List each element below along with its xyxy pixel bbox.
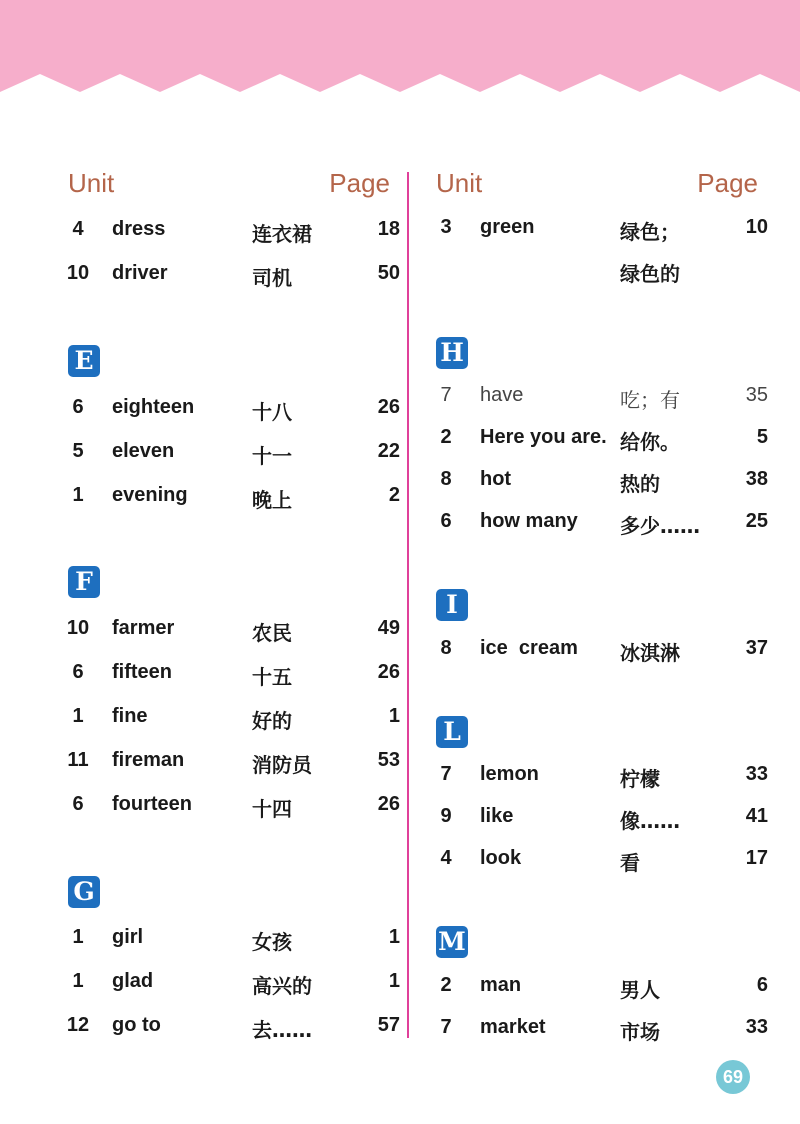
- entry-page: 50: [377, 262, 400, 284]
- entry-word: evening: [112, 484, 188, 506]
- entry-word: Here you are.: [480, 426, 607, 448]
- entry-unit: 1: [72, 970, 84, 992]
- entry-page: 38: [745, 468, 768, 490]
- page-number-badge: 69: [716, 1060, 750, 1094]
- entry-word: girl: [112, 926, 144, 948]
- entry-chinese: 高兴的: [252, 974, 312, 998]
- word-entry-continuation: [428, 258, 768, 290]
- letter-badge-g: G: [68, 876, 100, 908]
- entry-word: like: [480, 805, 514, 827]
- column-header: [68, 168, 390, 202]
- entry-chinese: 十五: [252, 665, 292, 689]
- entry-chinese: 好的: [252, 709, 292, 733]
- entry-word: fifteen: [112, 661, 172, 683]
- entry-page: 37: [745, 637, 768, 659]
- entry-chinese: 十一: [252, 444, 292, 468]
- entry-chinese: 多少……: [620, 514, 700, 538]
- letter-badge-l: L: [436, 716, 468, 748]
- entry-unit: 7: [440, 384, 452, 406]
- page-header: Page: [329, 168, 390, 198]
- word-entry: [60, 440, 400, 472]
- entry-chinese: 热的: [620, 472, 660, 496]
- entry-page: 1: [388, 926, 400, 948]
- entry-unit: 3: [440, 216, 452, 238]
- entry-chinese: 看: [620, 851, 640, 875]
- letter-badge-i: I: [436, 589, 468, 621]
- entry-word: eighteen: [112, 396, 195, 418]
- entry-word: how many: [480, 510, 578, 532]
- entry-page: 26: [377, 661, 400, 683]
- entry-unit: 6: [72, 661, 84, 683]
- letter-badge-m: M: [436, 926, 468, 958]
- entry-word: have: [480, 384, 524, 406]
- entry-page: 2: [388, 484, 400, 506]
- word-entry: [60, 749, 400, 781]
- entry-unit: 6: [72, 793, 84, 815]
- entry-page: 6: [756, 974, 768, 996]
- entry-chinese: 绿色；: [620, 220, 680, 244]
- entry-page: 22: [377, 440, 400, 462]
- word-entry: [60, 970, 400, 1002]
- right-column: [428, 0, 800, 1124]
- entry-word: dress: [112, 218, 166, 240]
- entry-chinese: 给你。: [620, 430, 680, 454]
- entry-chinese: 女孩: [252, 930, 292, 954]
- entry-unit: 7: [440, 763, 452, 785]
- entry-chinese: 晚上: [252, 488, 292, 512]
- entry-chinese: 十四: [252, 797, 292, 821]
- entry-unit: 1: [72, 484, 84, 506]
- entry-page: 1: [388, 970, 400, 992]
- entry-chinese: 消防员: [252, 753, 312, 777]
- entry-chinese: 冰淇淋: [620, 641, 680, 665]
- word-entry: [428, 216, 768, 248]
- entry-word: fine: [112, 705, 148, 727]
- entry-unit: 8: [440, 637, 452, 659]
- entry-chinese: 去……: [252, 1018, 312, 1042]
- entry-unit: 10: [66, 262, 90, 284]
- entry-unit: 6: [72, 396, 84, 418]
- entry-unit: 4: [72, 218, 84, 240]
- entry-page: 57: [377, 1014, 400, 1036]
- entry-unit: 2: [440, 974, 452, 996]
- word-entry: [428, 468, 768, 500]
- entry-page: 49: [377, 617, 400, 639]
- entry-page: 53: [377, 749, 400, 771]
- letter-badge-f: F: [68, 566, 100, 598]
- entry-chinese: 市场: [620, 1020, 660, 1044]
- entry-page: 1: [388, 705, 400, 727]
- entry-page: 35: [745, 384, 768, 406]
- entry-page: 17: [745, 847, 768, 869]
- word-entry: [60, 262, 400, 294]
- word-entry: [60, 661, 400, 693]
- entry-chinese: 连衣裙: [252, 222, 312, 246]
- word-entry: [428, 510, 768, 542]
- entry-word: fireman: [112, 749, 185, 771]
- entry-chinese: 司机: [252, 266, 292, 290]
- entry-word: eleven: [112, 440, 175, 462]
- entry-page: 10: [745, 216, 768, 238]
- entry-word: market: [480, 1016, 546, 1038]
- entry-unit: 7: [440, 1016, 452, 1038]
- entry-chinese: 男人: [620, 978, 660, 1002]
- entry-word: go to: [112, 1014, 161, 1036]
- entry-unit: 8: [440, 468, 452, 490]
- entry-word: lemon: [480, 763, 539, 785]
- entry-page: 26: [377, 396, 400, 418]
- word-entry: [60, 705, 400, 737]
- entry-unit: 5: [72, 440, 84, 462]
- entry-word: man: [480, 974, 522, 996]
- unit-header: Unit: [436, 168, 483, 198]
- entry-word: look: [480, 847, 522, 869]
- word-entry: [60, 396, 400, 428]
- word-entry: [60, 218, 400, 250]
- entry-page: 41: [745, 805, 768, 827]
- entry-unit: 2: [440, 426, 452, 448]
- word-entry: [428, 1016, 768, 1048]
- entry-chinese: 柠檬: [620, 767, 660, 791]
- entry-chinese: 绿色的: [620, 262, 680, 286]
- word-entry: [428, 805, 768, 837]
- entry-word: glad: [112, 970, 154, 992]
- entry-page: 5: [756, 426, 768, 448]
- word-entry: [428, 763, 768, 795]
- entry-chinese: 农民: [252, 621, 292, 645]
- word-entry: [60, 617, 400, 649]
- unit-header: Unit: [68, 168, 115, 198]
- entry-word: driver: [112, 262, 168, 284]
- entry-unit: 4: [440, 847, 452, 869]
- word-entry: [428, 637, 768, 669]
- entry-word: green: [480, 216, 535, 238]
- word-entry: [60, 793, 400, 825]
- word-entry: [60, 1014, 400, 1046]
- entry-page: 33: [745, 763, 768, 785]
- word-entry: [428, 847, 768, 879]
- letter-badge-h: H: [436, 337, 468, 369]
- letter-badge-e: E: [68, 345, 100, 377]
- entry-unit: 10: [66, 617, 90, 639]
- entry-page: 18: [377, 218, 400, 240]
- word-entry: [428, 426, 768, 458]
- entry-page: 25: [745, 510, 768, 532]
- entry-unit: 12: [66, 1014, 90, 1036]
- left-column: [60, 0, 440, 1124]
- entry-unit: 1: [72, 926, 84, 948]
- entry-chinese: 十八: [252, 400, 292, 424]
- entry-unit: 9: [440, 805, 452, 827]
- entry-unit: 11: [67, 749, 89, 771]
- entry-word: ice cream: [480, 637, 578, 659]
- word-entry: [60, 926, 400, 958]
- entry-unit: 1: [72, 705, 84, 727]
- entry-page: 26: [377, 793, 400, 815]
- column-header: [436, 168, 758, 202]
- entry-word: fourteen: [112, 793, 192, 815]
- entry-unit: 6: [440, 510, 452, 532]
- entry-word: farmer: [112, 617, 175, 639]
- entry-page: 33: [745, 1016, 768, 1038]
- page-header: Page: [697, 168, 758, 198]
- entry-chinese: 像……: [620, 809, 680, 833]
- word-entry: [428, 384, 768, 416]
- entry-word: hot: [480, 468, 512, 490]
- entry-chinese: 吃；有: [620, 388, 680, 412]
- word-entry: [428, 974, 768, 1006]
- word-entry: [60, 484, 400, 516]
